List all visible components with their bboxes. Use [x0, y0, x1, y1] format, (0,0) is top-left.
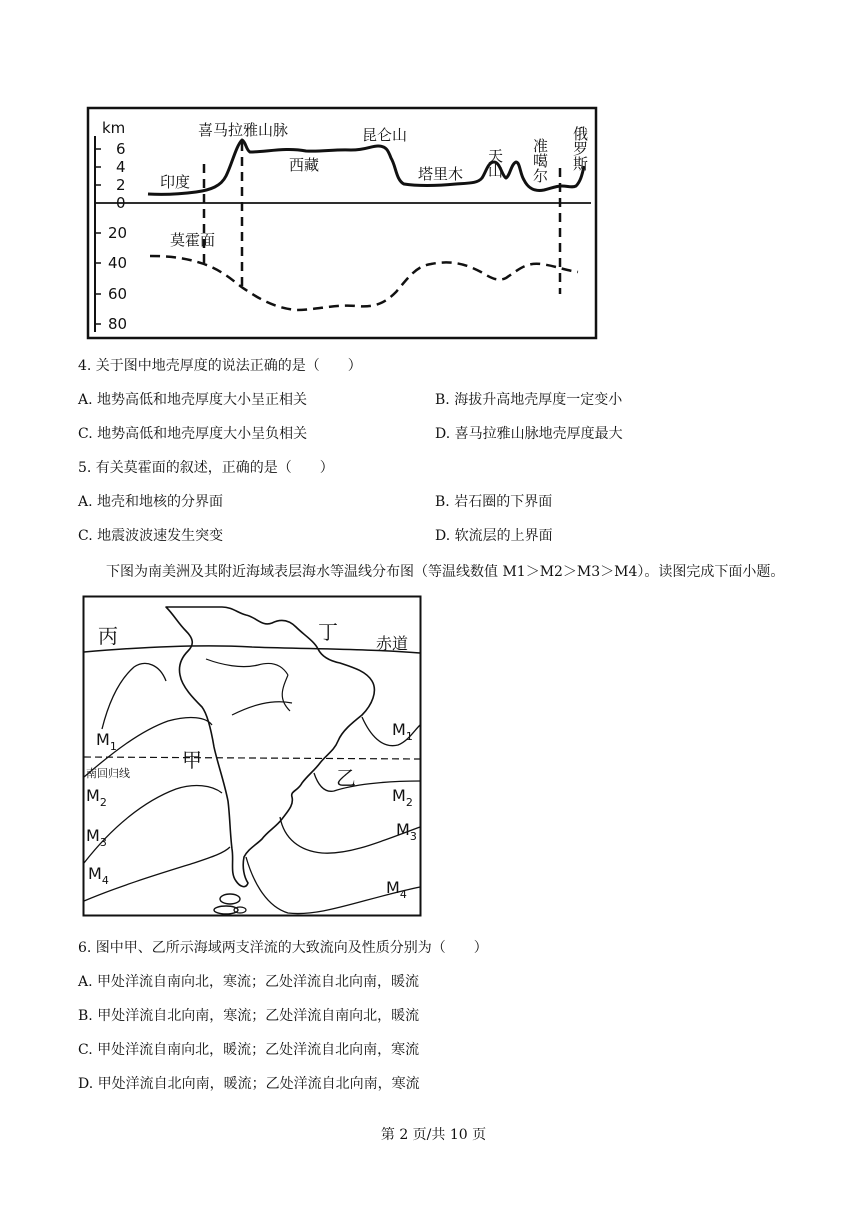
- tick-80: 80: [108, 315, 128, 333]
- label-m3-east: $M_3$: [396, 820, 417, 843]
- q5-option-d[interactable]: D. 软流层的上界面: [435, 528, 553, 544]
- q5-option-c[interactable]: C. 地震波波速发生突变: [78, 528, 224, 544]
- label-india: 印度: [160, 173, 191, 191]
- q6-option-c[interactable]: C. 甲处洋流自南向北，暖流；乙处洋流自北向南，寒流: [78, 1042, 420, 1058]
- isotherm-m1-west: [102, 663, 166, 729]
- q6-option-a[interactable]: A. 甲处洋流自南向北，寒流；乙处洋流自北向南，暖流: [78, 974, 420, 990]
- crust-profile-figure: [86, 106, 598, 340]
- equator-line: [84, 646, 420, 653]
- label-m1-east: $M_1$: [392, 720, 413, 743]
- q5-option-b[interactable]: B. 岩石圈的下界面: [435, 494, 553, 510]
- moho-dashed-line: [150, 256, 578, 310]
- tropic-line: [84, 757, 420, 759]
- page-footer: 第 2 页/共 10 页: [380, 1127, 487, 1143]
- terrain-profile-line: [148, 140, 584, 194]
- label-himalaya: 喜马拉雅山脉: [198, 121, 289, 139]
- label-tarim: 塔里木: [418, 165, 464, 183]
- q5-option-a[interactable]: A. 地壳和地核的分界面: [78, 494, 224, 510]
- label-m2-east: $M_2$: [392, 786, 413, 809]
- q6-option-b[interactable]: B. 甲处洋流自北向南，寒流；乙处洋流自南向北，暖流: [78, 1008, 420, 1024]
- label-moho: 莫霍面: [170, 231, 216, 249]
- label-m4-east: $M_4$: [386, 878, 407, 901]
- label-m2-west: $M_2$: [86, 786, 107, 809]
- unit-label: km: [102, 119, 126, 137]
- map-intro-text: 下图为南美洲及其附近海域表层海水等温线分布图（等温线数值 M1＞M2＞M3＞M4）。读图完成下面小题。: [106, 564, 785, 580]
- label-junggar: 准噶尔: [531, 138, 549, 183]
- tick-60: 60: [108, 285, 128, 303]
- question-6-stem: 6. 图中甲、乙所示海域两支洋流的大致流向及性质分别为（ ）: [78, 940, 488, 956]
- south-america-isotherm-map: [82, 595, 422, 917]
- tick-2: 2: [116, 176, 126, 194]
- tick-4: 4: [116, 158, 126, 176]
- q6-option-d[interactable]: D. 甲处洋流自北向南，暖流；乙处洋流自北向南，寒流: [78, 1076, 420, 1092]
- label-tianshan: 天山: [486, 148, 504, 178]
- question-4-stem: 4. 关于图中地壳厚度的说法正确的是（ ）: [78, 358, 362, 374]
- label-m3-west: $M_3$: [86, 826, 107, 849]
- label-yi: 乙: [336, 766, 356, 790]
- label-ding: 丁: [318, 620, 338, 644]
- label-tibet: 西藏: [289, 156, 320, 174]
- label-jia: 甲: [182, 748, 202, 772]
- q4-option-d[interactable]: D. 喜马拉雅山脉地壳厚度最大: [435, 426, 623, 442]
- q4-option-a[interactable]: A. 地势高低和地壳厚度大小呈正相关: [78, 392, 308, 408]
- tick-20: 20: [108, 224, 128, 242]
- label-m4-west: $M_4$: [88, 864, 109, 887]
- tick-6: 6: [116, 140, 126, 158]
- label-equator: 赤道: [376, 634, 409, 653]
- q4-option-c[interactable]: C. 地势高低和地壳厚度大小呈负相关: [78, 426, 308, 442]
- label-m1-west: $M_1$: [96, 730, 117, 753]
- label-tropic: 南回归线: [86, 767, 130, 780]
- tick-0: 0: [116, 194, 126, 212]
- tick-40: 40: [108, 254, 128, 272]
- label-bing: 丙: [98, 624, 118, 648]
- question-5-stem: 5. 有关莫霍面的叙述，正确的是（ ）: [78, 460, 334, 476]
- label-russia: 俄罗斯: [571, 126, 589, 171]
- q4-option-b[interactable]: B. 海拔升高地壳厚度一定变小: [435, 392, 623, 408]
- label-kunlun: 昆仑山: [362, 126, 408, 144]
